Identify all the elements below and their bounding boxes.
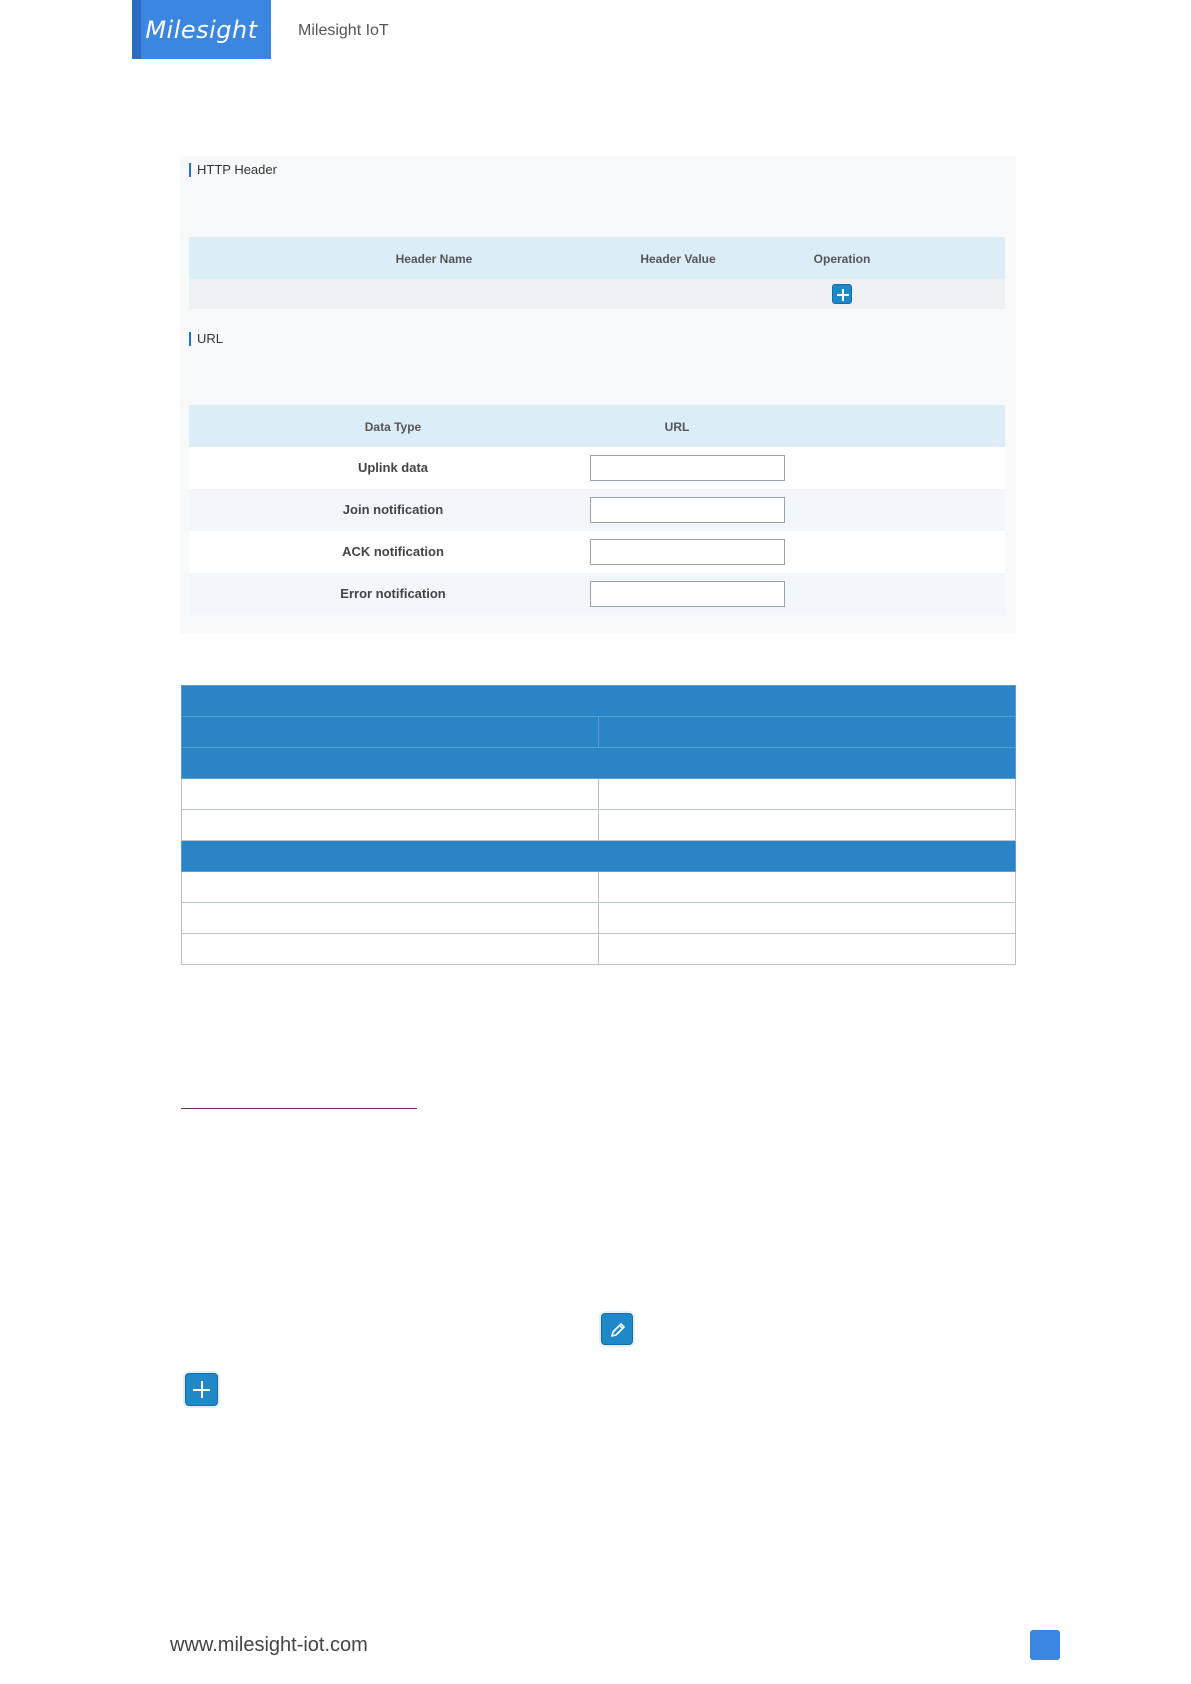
add-button[interactable] xyxy=(185,1373,218,1406)
table-row xyxy=(182,872,1016,903)
table-group-row xyxy=(182,841,1016,872)
error-url-input[interactable] xyxy=(590,581,785,607)
column-operation: Operation xyxy=(813,252,871,266)
edit-button[interactable] xyxy=(601,1313,633,1345)
footer-website: www.milesight-iot.com xyxy=(170,1634,368,1656)
column-url: URL xyxy=(664,420,690,434)
row-label: Join notification xyxy=(342,502,444,517)
url-title: URL xyxy=(189,332,223,346)
uplink-url-input[interactable] xyxy=(590,455,785,481)
column-data-type: Data Type xyxy=(364,420,422,434)
http-header-table-head xyxy=(189,237,1005,279)
logo-text: Milesight xyxy=(145,15,258,44)
milesight-logo xyxy=(132,0,271,59)
row-label: Error notification xyxy=(340,586,446,601)
table-header-row xyxy=(182,717,1016,748)
http-header-add-row xyxy=(189,279,1005,309)
table-row xyxy=(182,810,1016,841)
ack-url-input[interactable] xyxy=(590,539,785,565)
url-row-join xyxy=(189,489,1005,531)
table-title-row xyxy=(182,686,1016,717)
table-group-row xyxy=(182,748,1016,779)
column-header-value: Header Value xyxy=(640,252,716,266)
parameters-table xyxy=(181,685,1016,965)
url-row-error xyxy=(189,573,1005,615)
column-header-name: Header Name xyxy=(395,252,473,266)
brand-name: Milesight IoT xyxy=(298,22,389,39)
http-header-title: HTTP Header xyxy=(189,163,277,177)
url-table-head xyxy=(189,405,1005,447)
page-number-badge xyxy=(1030,1630,1060,1660)
row-label: ACK notification xyxy=(342,544,444,559)
url-row-ack xyxy=(189,531,1005,573)
table-row xyxy=(182,779,1016,810)
join-url-input[interactable] xyxy=(590,497,785,523)
pencil-icon xyxy=(608,1320,628,1340)
table-row xyxy=(182,903,1016,934)
add-header-button[interactable] xyxy=(832,284,852,304)
url-row-uplink xyxy=(189,447,1005,489)
hyperlink-underline[interactable] xyxy=(181,1108,417,1109)
table-row xyxy=(182,934,1016,965)
row-label: Uplink data xyxy=(357,460,429,475)
http-settings-panel xyxy=(180,156,1016,634)
